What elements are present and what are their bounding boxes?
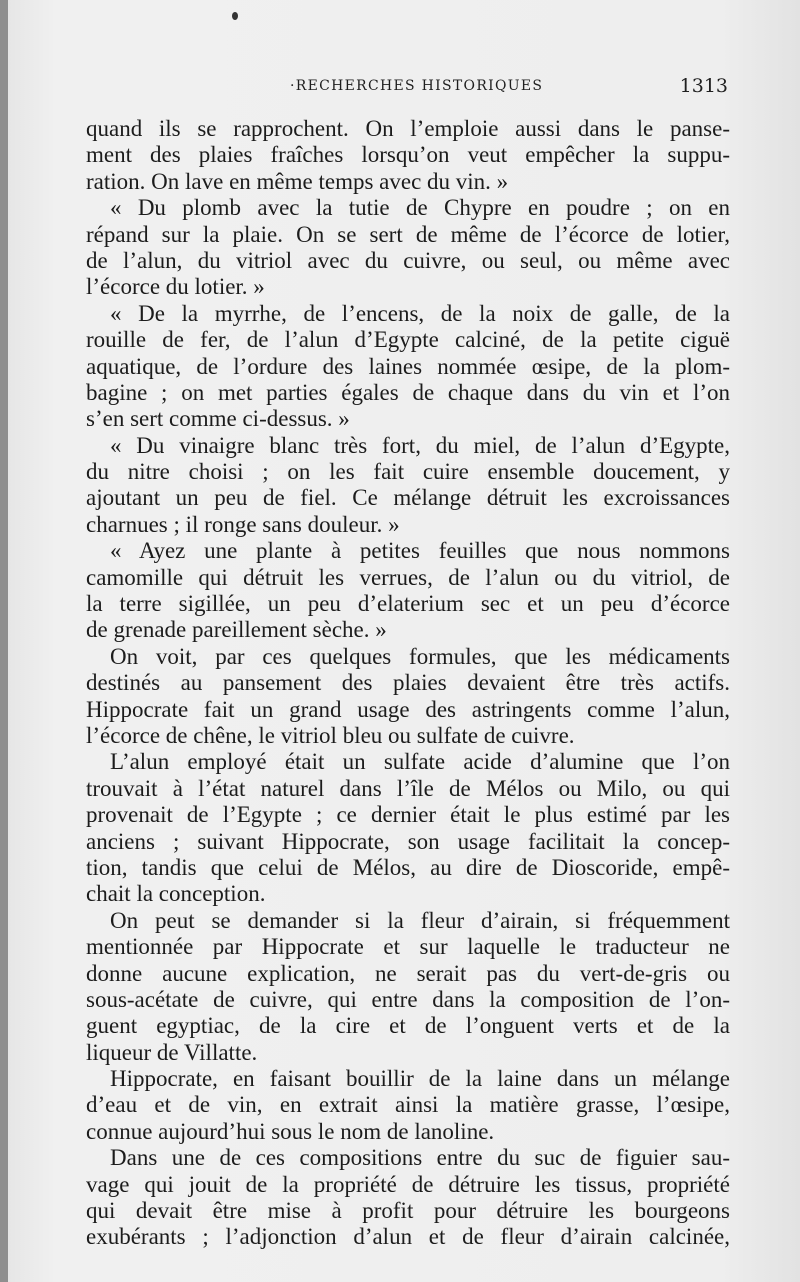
text-line: Dans une de ces compositions entre du suc de figuier sau-	[110, 1145, 730, 1171]
text-line: vage qui jouit de la propriété de détruire les tissus, propriété	[86, 1171, 730, 1197]
page-number: 1313	[679, 75, 728, 97]
text-line: Hippocrate fait un grand usage des astringents comme l’alun,	[86, 696, 730, 722]
text-line: ajoutant un peu de fiel. Ce mélange détruit les excroissances	[86, 485, 730, 511]
text-line: donne aucune explication, ne serait pas du vert-de-gris ou	[86, 960, 730, 986]
text-line: s’en sert comme ci-dessus. »	[86, 406, 350, 432]
text-line: tion, tandis que celui de Mélos, au dire de Dioscoride, empê-	[86, 854, 730, 880]
text-line: camomille qui détruit les verrues, de l’alun ou du vitriol, de	[86, 564, 730, 590]
text-line: liqueur de Villatte.	[86, 1039, 258, 1065]
text-line: ment des plaies fraîches lorsqu’on veut empêcher la suppu-	[86, 142, 730, 168]
text-line: aquatique, de l’ordure des laines nommée œsipe, de la plom-	[86, 353, 730, 379]
text-line: L’alun employé était un sulfate acide d’alumine que l’on	[110, 749, 730, 775]
text-line: Hippocrate, en faisant bouillir de la laine dans un mélange	[110, 1066, 730, 1092]
text-line: ration. On lave en même temps avec du vin. »	[86, 168, 509, 194]
text-line: chait la conception.	[86, 881, 266, 907]
text-line: exubérants ; l’adjonction d’alun et de fleur d’airain calcinée,	[86, 1224, 730, 1250]
text-line: provenait de l’Egypte ; ce dernier était le plus estimé par les	[86, 802, 730, 828]
text-line: destinés au pansement des plaies devaient être très actifs.	[86, 670, 730, 696]
text-line: répand sur la plaie. On se sert de même de l’écorce de lotier,	[86, 221, 730, 247]
text-line: quand ils se rapprochent. On l’emploie aussi dans le panse-	[86, 116, 730, 141]
text-line: « Du vinaigre blanc très fort, du miel, de l’alun d’Egypte,	[110, 432, 730, 458]
text-line: bagine ; on met parties égales de chaque dans du vin et l’on	[86, 379, 730, 405]
body-text	[86, 116, 730, 1251]
text-line: l’écorce de chêne, le vitriol bleu ou sulfate de cuivre.	[86, 722, 575, 748]
text-line: mentionnée par Hippocrate et sur laquelle le traducteur ne	[86, 934, 730, 960]
text-line: « Ayez une plante à petites feuilles que nous nommons	[110, 538, 730, 564]
text-line: la terre sigillée, un peu d’elaterium sec et un peu d’écorce	[86, 591, 730, 617]
text-line: de l’alun, du vitriol avec du cuivre, ou seul, ou même avec	[86, 247, 730, 273]
text-line: charnues ; il ronge sans douleur. »	[86, 511, 400, 537]
text-line: qui devait être mise à profit pour détruire les bourgeons	[86, 1198, 730, 1224]
page-header	[80, 75, 728, 102]
book-page	[8, 0, 800, 1282]
text-line: de grenade pareillement sèche. »	[86, 617, 387, 643]
text-line: trouvait à l’état naturel dans l’île de Mélos ou Milo, ou qui	[86, 775, 730, 801]
text-line: « Du plomb avec la tutie de Chypre en poudre ; on en	[110, 195, 730, 221]
ink-speck	[232, 12, 238, 20]
text-line: On peut se demander si la fleur d’airain, si fréquemment	[110, 907, 730, 933]
text-line: connue aujourd’hui sous le nom de lanoline.	[86, 1118, 495, 1144]
text-line: d’eau et de vin, en extrait ainsi la matière grasse, l’œsipe,	[86, 1092, 730, 1118]
text-line: sous-acétate de cuivre, qui entre dans la composition de l’on-	[86, 986, 730, 1012]
text-line: guent egyptiac, de la cire et de l’onguent verts et de la	[86, 1013, 730, 1039]
text-line: On voit, par ces quelques formules, que les médicaments	[110, 643, 730, 669]
text-line: l’écorce du lotier. »	[86, 274, 265, 300]
running-head: ·RECHERCHES HISTORIQUES	[290, 78, 544, 94]
text-line: rouille de fer, de l’alun d’Egypte calciné, de la petite ciguë	[86, 327, 730, 353]
text-line: « De la myrrhe, de l’encens, de la noix de galle, de la	[110, 300, 730, 326]
text-line: anciens ; suivant Hippocrate, son usage facilitait la concep-	[86, 828, 730, 854]
text-line: du nitre choisi ; on les fait cuire ensemble doucement, y	[86, 459, 730, 485]
